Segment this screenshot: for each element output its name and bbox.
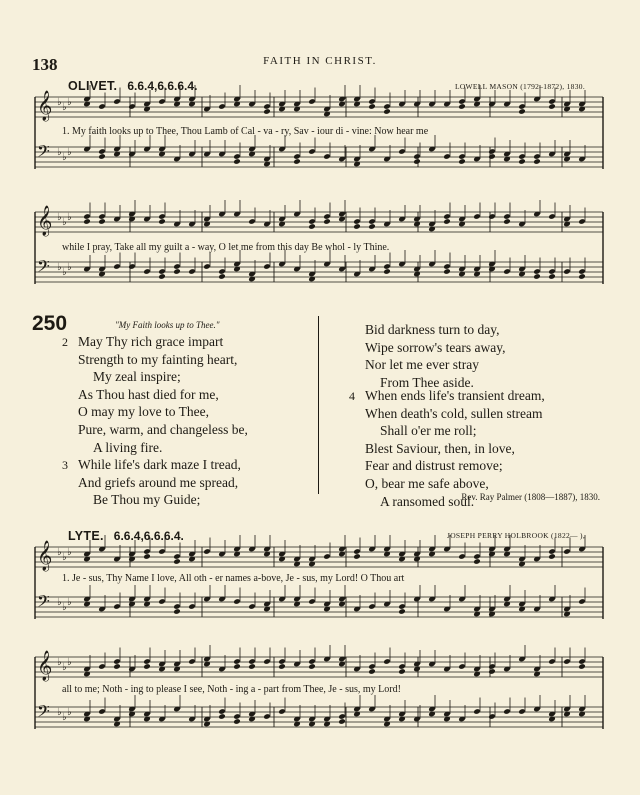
verse-line: My zeal inspire;	[93, 369, 181, 385]
svg-text:♭: ♭	[57, 97, 62, 108]
svg-text:♭: ♭	[67, 262, 72, 273]
svg-text:♭: ♭	[57, 212, 62, 223]
svg-text:♭: ♭	[62, 712, 67, 723]
svg-text:♭: ♭	[67, 147, 72, 158]
running-header: FAITH IN CHRIST.	[263, 55, 377, 67]
svg-text:♭: ♭	[67, 547, 72, 558]
svg-text:♭: ♭	[57, 597, 62, 608]
verse-line: O may my love to Thee,	[78, 404, 209, 420]
svg-text:♭: ♭	[67, 657, 72, 668]
verse-2-continued	[365, 321, 505, 391]
svg-text:♭: ♭	[62, 602, 67, 613]
verse-line: While life's dark maze I tread,	[78, 457, 241, 472]
verse-line: As Thou hast died for me,	[78, 386, 219, 402]
verse-line: A ransomed soul.	[380, 493, 475, 509]
svg-text:♭: ♭	[67, 597, 72, 608]
verse-line: Pure, warm, and changeless be,	[78, 421, 248, 437]
verse-line: Shall o'er me roll;	[380, 423, 477, 439]
olivet-system-1	[35, 91, 605, 185]
svg-text:𝄢: 𝄢	[37, 141, 50, 165]
svg-text:𝄞: 𝄞	[37, 651, 53, 681]
svg-text:♭: ♭	[57, 262, 62, 273]
verse-line: May Thy rich grace impart	[78, 334, 224, 349]
olivet-lyrics-line-2: while I pray, Take all my guilt a - way, O let me from this day Be whol - ly Thine.	[62, 242, 390, 253]
svg-text:♭: ♭	[67, 212, 72, 223]
verse-line: Wipe sorrow's tears away,	[365, 339, 506, 355]
lyte-tune-name: LYTE.	[68, 529, 104, 543]
verse-line: Fear and distrust remove;	[365, 458, 503, 474]
verse-3	[62, 456, 241, 509]
svg-text:𝄞: 𝄞	[37, 206, 53, 236]
olivet-lyrics-line-1: 1. My faith looks up to Thee, Thou Lamb of Cal - va - ry, Sav - iour di - vine: Now hear me	[62, 126, 429, 137]
svg-text:♭: ♭	[62, 217, 67, 228]
verse-2	[62, 333, 248, 456]
verse-number: 4	[349, 389, 355, 403]
svg-text:♭: ♭	[62, 662, 67, 673]
svg-text:♭: ♭	[57, 657, 62, 668]
svg-text:♭: ♭	[62, 267, 67, 278]
svg-text:𝄢: 𝄢	[37, 701, 50, 725]
olivet-composer: LOWELL MASON (1792–1872), 1830.	[454, 82, 585, 91]
svg-text:♭: ♭	[62, 552, 67, 563]
svg-text:♭: ♭	[57, 707, 62, 718]
verse-line: Nor let me ever stray	[365, 357, 479, 373]
olivet-system-2	[35, 206, 605, 300]
hymn-number: 250	[32, 312, 68, 335]
svg-text:♭: ♭	[67, 707, 72, 718]
lyte-system-2	[35, 651, 605, 750]
verse-line: Be Thou my Guide;	[93, 492, 201, 508]
svg-text:♭: ♭	[57, 147, 62, 158]
svg-text:𝄢: 𝄢	[37, 591, 50, 615]
verse-line: Strength to my fainting heart,	[78, 351, 238, 367]
verse-number: 2	[62, 335, 68, 349]
verse-line: Blest Saviour, then, in love,	[365, 440, 515, 456]
verse-line: O, bear me safe above,	[365, 475, 489, 491]
svg-text:♭: ♭	[62, 102, 67, 113]
lyte-heading	[68, 527, 184, 545]
lyte-composer: JOSEPH PERRY HOLBROOK (1822— ),	[447, 531, 585, 540]
svg-text:♭: ♭	[57, 547, 62, 558]
lyte-system-1	[35, 541, 605, 635]
svg-text:𝄞: 𝄞	[37, 91, 53, 121]
verse-line: And griefs around me spread,	[78, 474, 239, 490]
lyte-lyrics-line-2: all to me; Noth - ing to please I see, Noth - ing a - part from Thee, Je - sus, my Lord!	[62, 684, 401, 695]
verse-line: Bid darkness turn to day,	[365, 322, 500, 337]
svg-text:♭: ♭	[67, 97, 72, 108]
lyte-lyrics-line-1: 1. Je - sus, Thy Name I love, All oth - er names a-bove, Je - sus, my Lord! O Thou art	[62, 573, 405, 584]
olivet-meter: 6.6.4,6.6.6.4.	[127, 79, 198, 93]
verse-line: A living fire.	[93, 439, 163, 455]
olivet-tune-name: OLIVET.	[68, 79, 118, 93]
lyte-meter: 6.6.4,6.6.6.4.	[113, 529, 184, 543]
hymn-subtitle: "My Faith looks up to Thee."	[115, 320, 220, 330]
svg-text:♭: ♭	[62, 152, 67, 163]
verse-line: From Thee aside.	[380, 374, 474, 390]
verse-line: When death's cold, sullen stream	[365, 405, 543, 421]
hymn-author: Rev. Ray Palmer (1808—1887), 1830.	[461, 492, 600, 502]
page-number: 138	[32, 55, 58, 74]
verse-line: When ends life's transient dream,	[365, 388, 545, 403]
verse-number: 3	[62, 458, 68, 472]
svg-text:𝄢: 𝄢	[37, 256, 50, 280]
olivet-heading	[68, 77, 197, 95]
svg-text:𝄞: 𝄞	[37, 541, 53, 571]
column-divider	[318, 316, 319, 494]
